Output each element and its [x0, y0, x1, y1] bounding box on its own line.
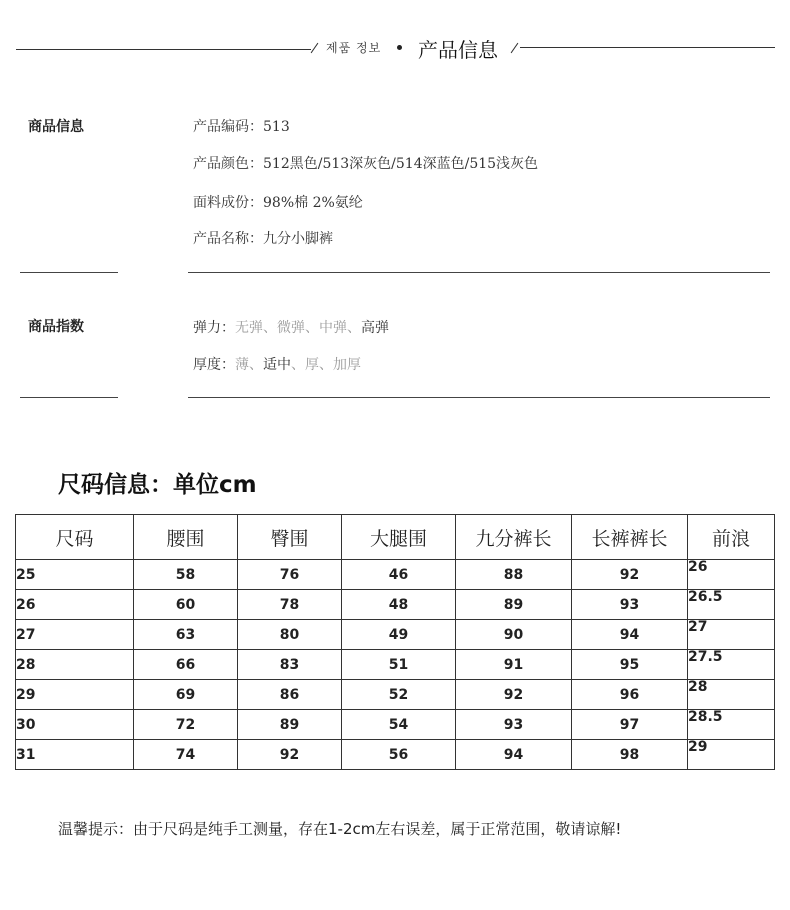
product-code: 产品编码：513 [193, 119, 290, 135]
header-korean-label: 제품 정보 [326, 41, 382, 55]
measurement-note: 温馨提示：由于尺码是纯手工测量，存在1-2cm左右误差，属于正常范围，敬请谅解! [58, 820, 622, 838]
thickness-option-extra-thick: 加厚 [333, 357, 361, 373]
size-table-header-row [16, 515, 775, 560]
elasticity-option-slight: 微弹 [277, 320, 305, 336]
cell-full-length: 97 [572, 710, 688, 740]
product-name: 产品名称：九分小脚裤 [193, 231, 333, 247]
cell-front-rise: 26 [688, 560, 775, 590]
size-info-title: 尺码信息：单位cm [58, 472, 257, 498]
thickness-option-medium: 适中 [263, 357, 291, 373]
cell-front-rise: 28 [688, 680, 775, 710]
cell-cropped-length: 94 [456, 740, 572, 770]
elasticity-option-high: 高弹 [361, 320, 389, 336]
product-indices-title: 商品指数 [28, 319, 84, 335]
cell-size: 25 [16, 560, 134, 590]
cell-thigh: 48 [342, 590, 456, 620]
header-dot [397, 45, 402, 50]
cell-size: 31 [16, 740, 134, 770]
divider-right-2 [188, 397, 770, 398]
header-cropped-length: 九分裤长 [456, 515, 572, 560]
product-info-title: 商品信息 [28, 119, 84, 135]
table-row [16, 620, 775, 650]
cell-cropped-length: 92 [456, 680, 572, 710]
header-slash-right [511, 43, 519, 53]
cell-cropped-length: 88 [456, 560, 572, 590]
cell-hip: 92 [238, 740, 342, 770]
cell-waist: 58 [134, 560, 238, 590]
table-row [16, 650, 775, 680]
header-line-left [16, 49, 311, 50]
elasticity-row: 弹力：无弹、微弹、中弹、高弹 [193, 320, 389, 336]
header-waist: 腰围 [134, 515, 238, 560]
cell-cropped-length: 89 [456, 590, 572, 620]
cell-size: 26 [16, 590, 134, 620]
cell-full-length: 93 [572, 590, 688, 620]
thickness-label: 厚度： [193, 357, 235, 373]
table-row [16, 680, 775, 710]
cell-front-rise: 27 [688, 620, 775, 650]
cell-thigh: 52 [342, 680, 456, 710]
cell-waist: 66 [134, 650, 238, 680]
header-thigh: 大腿围 [342, 515, 456, 560]
table-row [16, 710, 775, 740]
thickness-option-thick: 厚 [305, 357, 319, 373]
thickness-row: 厚度：薄、适中、厚、加厚 [193, 357, 361, 373]
product-fabric: 面料成份：98%棉 2%氨纶 [193, 195, 363, 211]
header-size: 尺码 [16, 515, 134, 560]
cell-size: 28 [16, 650, 134, 680]
elasticity-option-none: 无弹 [235, 320, 263, 336]
cell-thigh: 46 [342, 560, 456, 590]
divider-left-2 [20, 397, 118, 398]
table-row [16, 590, 775, 620]
cell-full-length: 96 [572, 680, 688, 710]
header-hip: 臀围 [238, 515, 342, 560]
cell-hip: 86 [238, 680, 342, 710]
header-slash-left [311, 43, 319, 53]
header-line-right [520, 47, 775, 48]
page-title: 产品信息 [418, 38, 498, 62]
cell-hip: 78 [238, 590, 342, 620]
cell-thigh: 51 [342, 650, 456, 680]
cell-front-rise: 29 [688, 740, 775, 770]
elasticity-option-medium: 中弹 [319, 320, 347, 336]
cell-cropped-length: 91 [456, 650, 572, 680]
size-table [15, 514, 775, 770]
divider-left-1 [20, 272, 118, 273]
cell-front-rise: 28.5 [688, 710, 775, 740]
table-row [16, 560, 775, 590]
table-row [16, 740, 775, 770]
divider-right-1 [188, 272, 770, 273]
cell-hip: 83 [238, 650, 342, 680]
cell-size: 30 [16, 710, 134, 740]
cell-front-rise: 26.5 [688, 590, 775, 620]
cell-waist: 74 [134, 740, 238, 770]
cell-hip: 89 [238, 710, 342, 740]
cell-size: 27 [16, 620, 134, 650]
cell-full-length: 95 [572, 650, 688, 680]
cell-waist: 63 [134, 620, 238, 650]
header-front-rise: 前浪 [688, 515, 775, 560]
cell-size: 29 [16, 680, 134, 710]
cell-thigh: 56 [342, 740, 456, 770]
cell-full-length: 98 [572, 740, 688, 770]
cell-full-length: 94 [572, 620, 688, 650]
cell-full-length: 92 [572, 560, 688, 590]
cell-waist: 72 [134, 710, 238, 740]
cell-thigh: 49 [342, 620, 456, 650]
cell-thigh: 54 [342, 710, 456, 740]
product-colors: 产品颜色：512黑色/513深灰色/514深蓝色/515浅灰色 [193, 156, 539, 172]
cell-cropped-length: 90 [456, 620, 572, 650]
thickness-option-thin: 薄 [235, 357, 249, 373]
cell-cropped-length: 93 [456, 710, 572, 740]
cell-hip: 80 [238, 620, 342, 650]
header-full-length: 长裤裤长 [572, 515, 688, 560]
cell-hip: 76 [238, 560, 342, 590]
cell-front-rise: 27.5 [688, 650, 775, 680]
cell-waist: 69 [134, 680, 238, 710]
cell-waist: 60 [134, 590, 238, 620]
elasticity-label: 弹力： [193, 320, 235, 336]
